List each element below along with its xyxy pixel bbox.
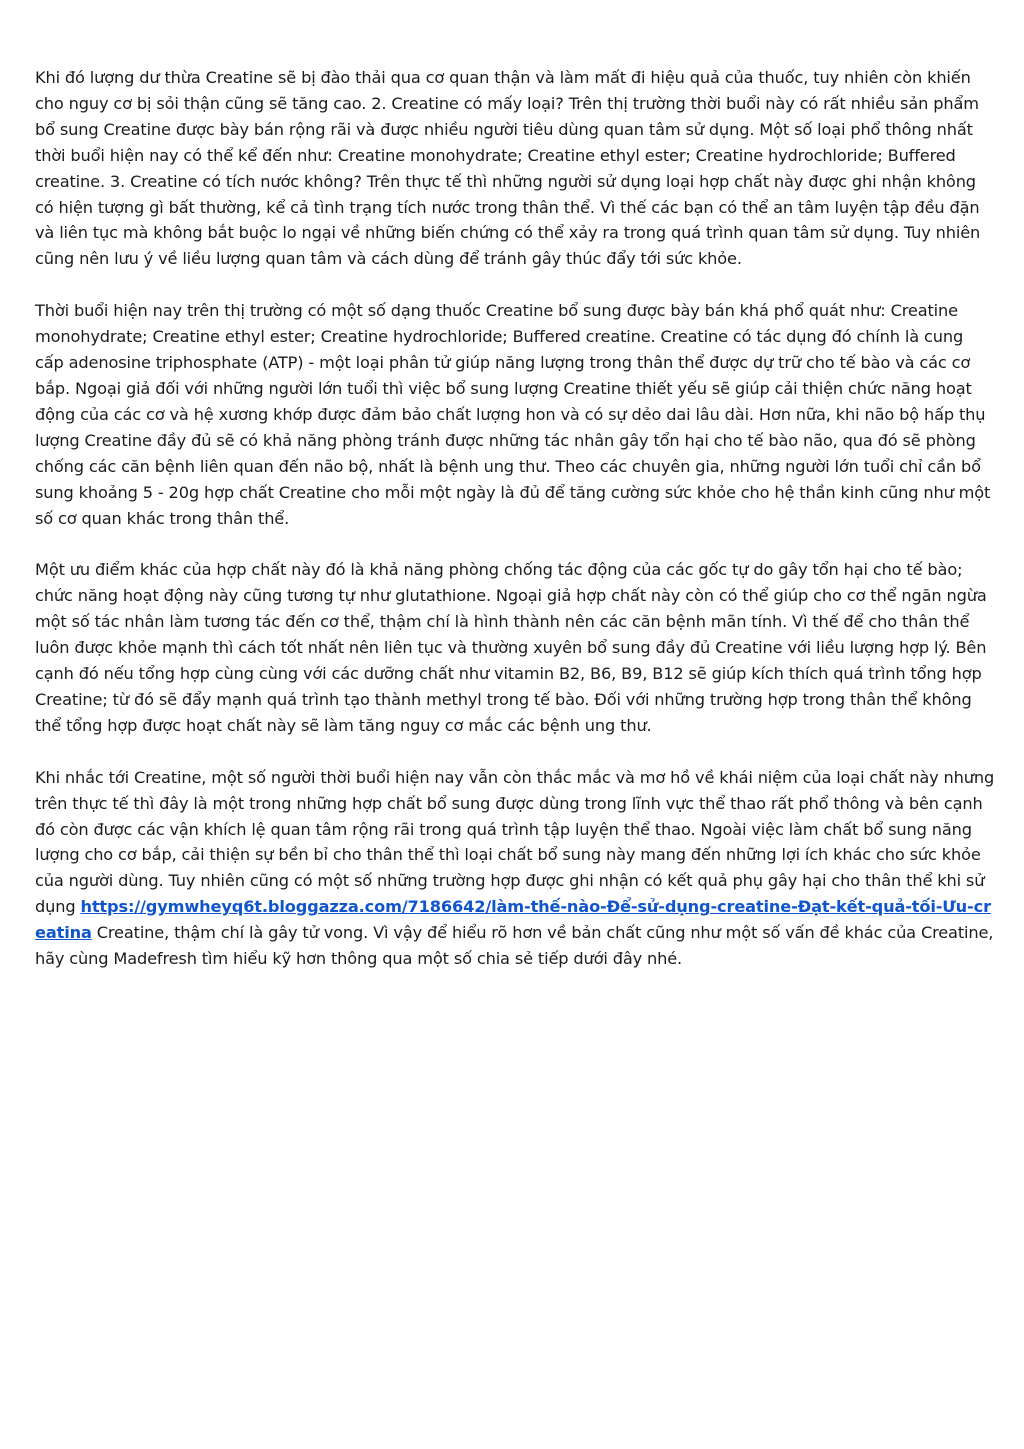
paragraph-4	[35, 765, 995, 972]
paragraph-1: Khi đó lượng dư thừa Creatine sẽ bị đào thải qua cơ quan thận và làm mất đi hiệu quả của thuốc, tuy nhiên còn khiến cho nguy cơ bị sỏi thận cũng sẽ tăng cao. 2. Creatine có mấy loại? Trên thị trường thời buổi này có rất nhiều sản phẩm bổ sung Creatine được bày bán rộng rãi và được nhiều người tiêu dùng quan tâm sử dụng. Một số loại phổ thông nhất thời buổi hiện nay có thể kể đến như: Creatine monohydrate; Creatine ethyl ester; Creatine hydrochloride; Buffered creatine. 3. Creatine có tích nước không? Trên thực tế thì những người sử dụng loại hợp chất này được ghi nhận không có hiện tượng gì bất thường, kể cả tình trạng tích nước trong thân thể. Vì thế các bạn có thể an tâm luyện tập đều đặn và liên tục mà không bắt buộc lo ngại về những biến chứng có thể xảy ra trong quá trình quan tâm sử dụng. Tuy nhiên cũng nên lưu ý về liều lượng quan tâm và cách dùng để tránh gây thúc đẩy tới sức khỏe.	[35, 68, 981, 269]
article-link[interactable]: https://gymwheyq6t.bloggazza.com/7186642/làm-thế-nào-Để-sử-dụng-creatine-Đạt-kết-quả-tối-Ưu-creatina	[35, 897, 991, 943]
document-body	[35, 65, 995, 998]
paragraph-2: Thời buổi hiện nay trên thị trường có một số dạng thuốc Creatine bổ sung được bày bán khá phổ quát như: Creatine monohydrate; Creatine ethyl ester; Creatine hydrochloride; Buffered creatine. Creatine có tác dụng đó chính là cung cấp adenosine triphosphate (ATP) - một loại phân tử giúp năng lượng trong thân thể được dự trữ cho tế bào và các cơ bắp. Ngoại giả đối với những người lớn tuổi thì việc bổ sung lượng Creatine thiết yếu sẽ giúp cải thiện chức năng hoạt động của các cơ và hệ xương khớp được đảm bảo chất lượng hon và có sự dẻo dai lâu dài. Hơn nữa, khi não bộ hấp thụ lượng Creatine đầy đủ sẽ có khả năng phòng tránh được những tác nhân gây tổn hại cho tế bào não, qua đó sẽ phòng chống các căn bệnh liên quan đến não bộ, nhất là bệnh ung thư. Theo các chuyên gia, những người lớn tuổi chỉ cần bổ sung khoảng 5 - 20g hợp chất Creatine cho mỗi một ngày là đủ để tăng cường sức khỏe cho hệ thần kinh cũng như một số cơ quan khác trong thân thể.	[35, 301, 991, 528]
paragraph-4-text-after: Creatine, thậm chí là gây tử vong. Vì vậy để hiểu rõ hơn về bản chất cũng như một số vấn đề khác của Creatine, hãy cùng Madefresh tìm hiểu kỹ hơn thông qua một số chia sẻ tiếp dưới đây nhé.	[35, 923, 994, 969]
paragraph-3: Một ưu điểm khác của hợp chất này đó là khả năng phòng chống tác động của các gốc tự do gây tổn hại cho tế bào; chức năng hoạt động này cũng tương tự như glutathione. Ngoại giả hợp chất này còn có thể giúp cho cơ thể ngăn ngừa một số tác nhân làm tương tác đến cơ thể, thậm chí là hình thành nên các căn bệnh mãn tính. Vì thế để cho thân thể luôn được khỏe mạnh thì cách tốt nhất nên liên tục và thường xuyên bổ sung đầy đủ Creatine với liều lượng hợp lý. Bên cạnh đó nếu tổng hợp cùng cùng với các dưỡng chất như vitamin B2, B6, B9, B12 sẽ giúp kích thích quá trình tổng hợp Creatine; từ đó sẽ đẩy mạnh quá trình tạo thành methyl trong tế bào. Đối với những trường hợp trong thân thể không thể tổng hợp được hoạt chất này sẽ làm tăng nguy cơ mắc các bệnh ung thư.	[35, 560, 987, 735]
paragraph-4-text-before: Khi nhắc tới Creatine, một số người thời buổi hiện nay vẫn còn thắc mắc và mơ hồ về khái niệm của loại chất này nhưng trên thực tế thì đây là một trong những hợp chất bổ sung được dùng trong lĩnh vực thể thao rất phổ thông và bên cạnh đó còn được các vận khích lệ quan tâm rộng rãi trong quá trình tập luyện thể thao. Ngoài việc làm chất bổ sung năng lượng cho cơ bắp, cải thiện sự bền bỉ cho thân thể thì loại chất bổ sung này mang đến những lợi ích khác cho sức khỏe của người dùng. Tuy nhiên cũng có một số những trường hợp được ghi nhận có kết quả phụ gây hại cho thân thể khi sử dụng	[35, 767, 995, 917]
